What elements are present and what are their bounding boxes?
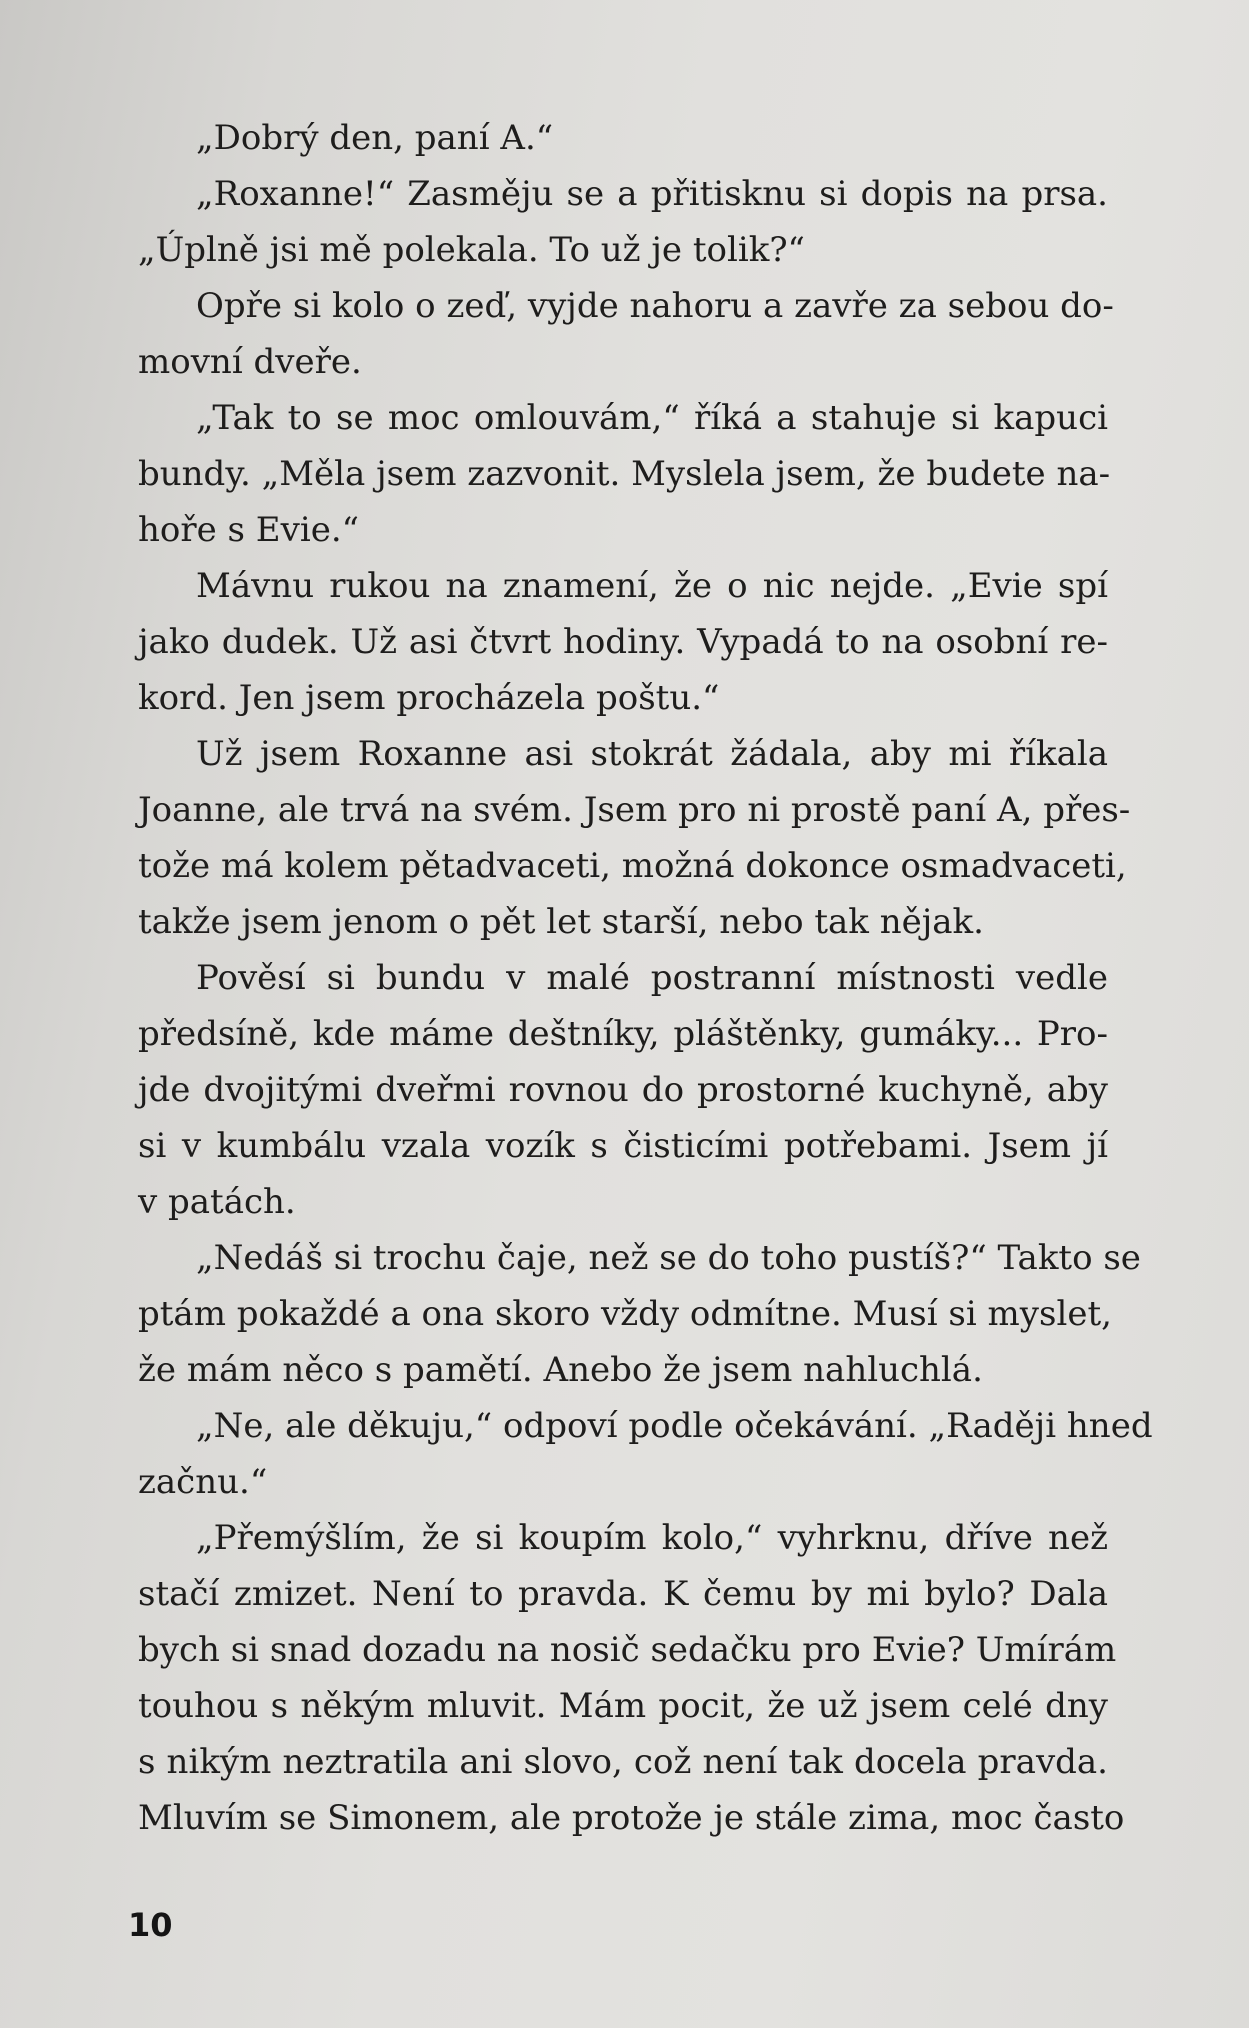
- text-line: „Ne, ale děkuju,“ odpoví podle očekávání. „Raději hned: [196, 1406, 1153, 1446]
- text-line: bych si snad dozadu na nosič sedačku pro Evie? Umírám: [138, 1630, 1117, 1670]
- text-line: „Dobrý den, paní A.“: [196, 118, 554, 158]
- text-line: „Tak to se moc omlouvám,“ říká a stahuje si kapuci: [196, 398, 1108, 438]
- text-line: Už jsem Roxanne asi stokrát žádala, aby mi říkala: [196, 734, 1108, 774]
- text-line: jde dvojitými dveřmi rovnou do prostorné kuchyně, aby: [138, 1070, 1108, 1110]
- text-line: předsíně, kde máme deštníky, pláštěnky, gumáky... Pro-: [138, 1014, 1108, 1054]
- page-number: 10: [128, 1906, 173, 1944]
- text-line: Mávnu rukou na znamení, že o nic nejde. „Evie spí: [196, 566, 1108, 606]
- text-line: takže jsem jenom o pět let starší, nebo tak nějak.: [138, 902, 984, 942]
- text-line: jako dudek. Už asi čtvrt hodiny. Vypadá to na osobní re-: [138, 622, 1108, 662]
- text-line: movní dveře.: [138, 342, 362, 382]
- text-line: v patách.: [138, 1182, 296, 1222]
- text-line: Opře si kolo o zeď, vyjde nahoru a zavře za sebou do-: [196, 286, 1114, 326]
- text-line: Mluvím se Simonem, ale protože je stále zima, moc často: [138, 1798, 1125, 1838]
- text-line: stačí zmizet. Není to pravda. K čemu by mi bylo? Dala: [138, 1574, 1108, 1614]
- text-line: „Roxanne!“ Zasměju se a přitisknu si dopis na prsa.: [196, 174, 1108, 214]
- text-line: touhou s někým mluvit. Mám pocit, že už jsem celé dny: [138, 1686, 1108, 1726]
- text-line: Joanne, ale trvá na svém. Jsem pro ni prostě paní A, přes-: [138, 790, 1131, 830]
- text-line: „Nedáš si trochu čaje, než se do toho pustíš?“ Takto se: [196, 1238, 1141, 1278]
- text-line: „Přemýšlím, že si koupím kolo,“ vyhrknu, dříve než: [196, 1518, 1108, 1558]
- text-line: začnu.“: [138, 1462, 268, 1502]
- text-line: s nikým neztratila ani slovo, což není tak docela pravda.: [138, 1742, 1108, 1782]
- text-line: si v kumbálu vzala vozík s čisticími potřebami. Jsem jí: [138, 1126, 1108, 1166]
- text-line: že mám něco s pamětí. Anebo že jsem nahluchlá.: [138, 1350, 983, 1390]
- body-text: [138, 110, 1153, 1846]
- text-line: „Úplně jsi mě polekala. To už je tolik?“: [138, 230, 805, 270]
- text-line: ptám pokaždé a ona skoro vždy odmítne. Musí si myslet,: [138, 1294, 1112, 1334]
- text-line: hoře s Evie.“: [138, 510, 360, 550]
- text-line: Pověsí si bundu v malé postranní místnosti vedle: [196, 958, 1108, 998]
- text-line: bundy. „Měla jsem zazvonit. Myslela jsem, že budete na-: [138, 454, 1111, 494]
- text-line: tože má kolem pětadvaceti, možná dokonce osmadvaceti,: [138, 846, 1127, 886]
- text-line: kord. Jen jsem procházela poštu.“: [138, 678, 720, 718]
